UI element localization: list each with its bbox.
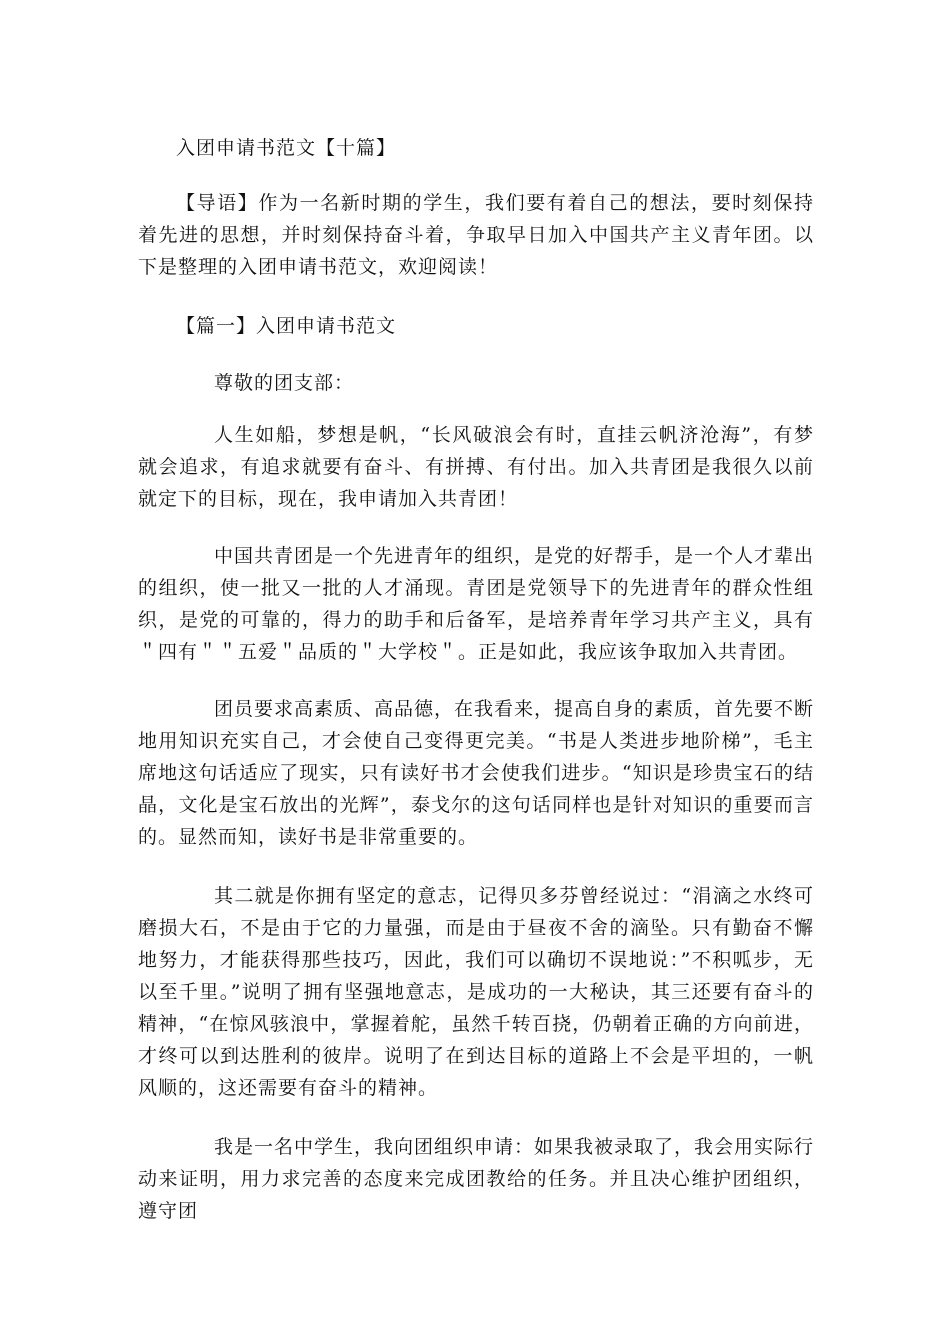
document-title: 入团申请书范文【十篇】 — [176, 137, 397, 159]
salutation: 尊敬的团支部： — [214, 372, 355, 394]
body-paragraph-1: 人生如船，梦想是帆，“长风破浪会有时，直挂云帆济沧海”，有梦就会追求，有追求就要有奋斗、有拼搏、有付出。加入共青团是我很久以前就定下的目标，现在，我申请加入共青团！ — [138, 424, 814, 510]
body-paragraph-5: 我是一名中学生，我向团组织申请：如果我被录取了，我会用实际行动来证明，用力求完善的态度来完成团教给的任务。并且决心维护团组织，遵守团 — [138, 1136, 815, 1222]
body-paragraph-4: 其二就是你拥有坚定的意志，记得贝多芬曾经说过：“涓滴之水终可磨损大石，不是由于它的力量强，而是由于昼夜不舍的滴坠。只有勤奋不懈地努力，才能获得那些技巧，因此，我们可以确切不误地说：”不积呱步，无以至千里。”说明了拥有坚强地意志，是成功的一大秘诀，其三还要有奋斗的精神，“在惊风骇浪中，掌握着舵，虽然千转百挠，仍朝着正确的方向前进，才终可以到达胜利的彼岸。说明了在到达目标的道路上不会是平坦的，一帆风顺的，这还需要有奋斗的精神。 — [138, 885, 814, 1099]
section-heading: 【篇一】入团申请书范文 — [176, 315, 397, 337]
intro-paragraph: 【导语】作为一名新时期的学生，我们要有着自己的想法，要时刻保持着先进的思想，并时刻保持奋斗着，争取早日加入中国共产主义青年团。以下是整理的入团申请书范文，欢迎阅读！ — [138, 192, 814, 278]
body-paragraph-2: 中国共青团是一个先进青年的组织，是党的好帮手，是一个人才辈出的组织，使一批又一批的人才涌现。青团是党领导下的先进青年的群众性组织，是党的可靠的，得力的助手和后备军，是培养青年学习共产主义，具有＂四有＂＂五爱＂品质的＂大学校＂。正是如此，我应该争取加入共青团。 — [138, 545, 815, 663]
body-paragraph-3: 团员要求高素质、高品德，在我看来，提高自身的素质，首先要不断地用知识充实自己，才会使自己变得更完美。“书是人类进步地阶梯”，毛主席地这句话适应了现实，只有读好书才会使我们进步。“知识是珍贵宝石的结晶，文化是宝石放出的光辉”，泰戈尔的这句话同样也是针对知识的重要而言的。显然而知，读好书是非常重要的。 — [138, 698, 815, 848]
